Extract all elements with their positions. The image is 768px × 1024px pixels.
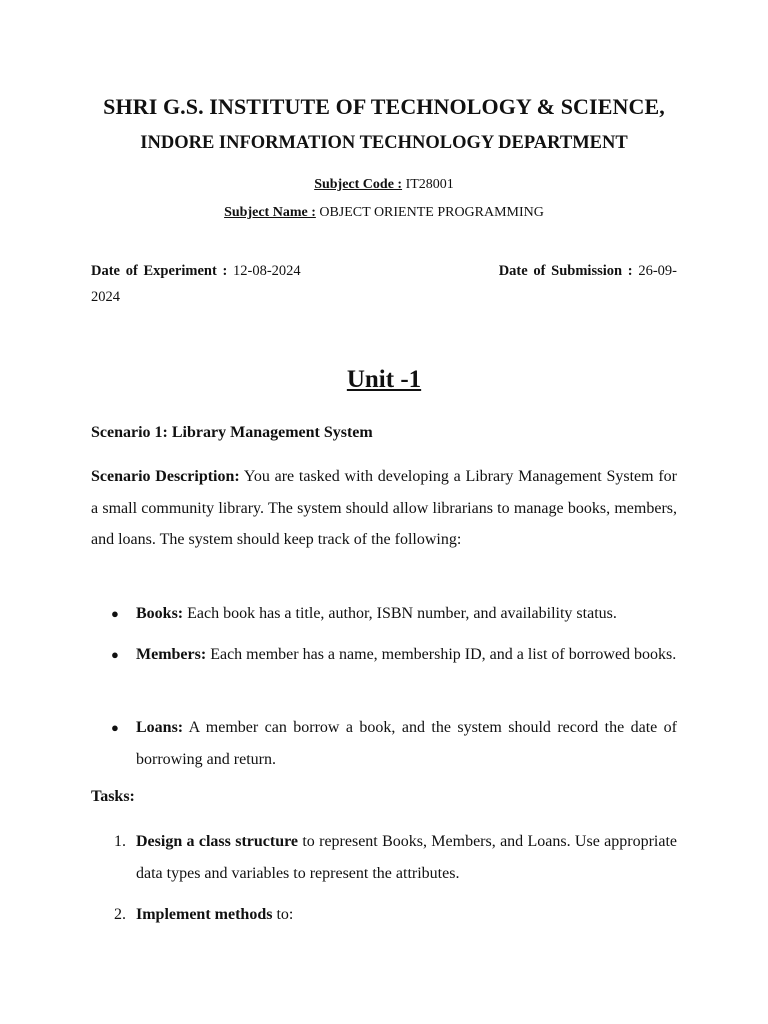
bullet-text: Each book has a title, author, ISBN number, and availability status. <box>183 605 617 622</box>
subject-code-line <box>0 177 768 193</box>
experiment-date-value: 12-08-2024 <box>227 263 301 279</box>
scenario-description-label: Scenario Description: <box>91 468 240 485</box>
department-title: INDORE INFORMATION TECHNOLOGY DEPARTMENT <box>140 133 628 153</box>
task-number: 2. <box>114 906 126 923</box>
task-list <box>91 826 677 889</box>
list-item <box>91 712 677 775</box>
bullet-text: Each member has a name, membership ID, and a list of borrowed books. <box>206 646 677 663</box>
bullet-icon: ● <box>111 647 119 662</box>
subject-name-label: Subject Name : <box>224 205 316 220</box>
task-number: 1. <box>114 833 126 850</box>
list-item <box>91 826 677 889</box>
task-text: to: <box>272 906 294 923</box>
tasks-heading: Tasks: <box>91 788 135 805</box>
bullet-icon: ● <box>111 720 119 735</box>
entity-bullet-list <box>91 639 677 671</box>
task-label: Design a class structure <box>136 833 299 850</box>
entity-bullet-list <box>91 598 677 630</box>
list-item <box>91 598 677 630</box>
subject-name-value: OBJECT ORIENTE PROGRAMMING <box>315 205 544 220</box>
unit-heading: Unit -1 <box>346 366 422 393</box>
task-list <box>91 899 677 931</box>
subject-code-label: Subject Code : <box>314 177 403 192</box>
scenario-description <box>91 461 677 556</box>
task-text: to represent Books, Members, and Loans. Use appropriate data types and variables to represent the attributes. <box>136 833 677 882</box>
experiment-date-label: Date of Experiment : <box>91 263 228 279</box>
dates-line <box>91 258 677 310</box>
bullet-label: Loans: <box>136 719 184 736</box>
scenario-description-text: You are tasked with developing a Library Management System for a small community library. The system should allow librarians to manage books, members, and loans. The system should keep track of the following: <box>91 468 677 548</box>
list-item <box>91 899 677 931</box>
entity-bullet-list <box>91 712 677 775</box>
institute-title: SHRI G.S. INSTITUTE OF TECHNOLOGY & SCIENCE, <box>103 94 665 119</box>
subject-code-value: IT28001 <box>402 177 454 192</box>
submission-date-value: 26-09-2024 <box>91 263 677 305</box>
bullet-label: Books: <box>136 605 184 622</box>
subject-name-line <box>0 205 768 221</box>
bullet-icon: ● <box>111 606 119 621</box>
list-item <box>91 639 677 671</box>
scenario-title: Scenario 1: Library Management System <box>91 424 373 441</box>
bullet-label: Members: <box>136 646 207 663</box>
bullet-text: A member can borrow a book, and the system should record the date of borrowing and return. <box>136 719 677 768</box>
task-label: Implement methods <box>136 906 273 923</box>
submission-date-label: Date of Submission : <box>498 263 633 279</box>
